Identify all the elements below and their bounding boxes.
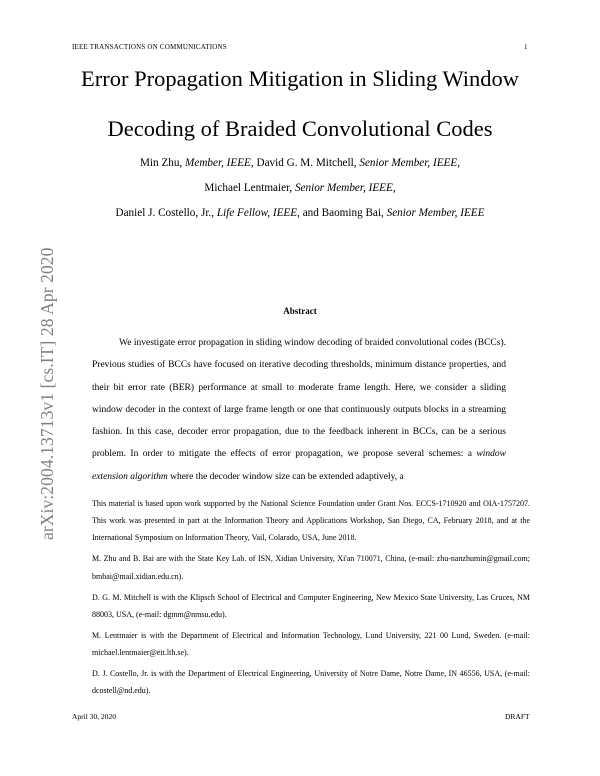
- paper-title-line-2: Decoding of Braided Convolutional Codes: [107, 116, 493, 141]
- footnote-text: D. G. M. Mitchell is with the Klipsch School of Electrical and Computer Engineering, New Mexico State University, Las Cruces, NM 88003, USA, (e-mail: dgmm@nmsu.edu).: [92, 592, 530, 619]
- author-name: Michael Lentmaier,: [204, 182, 295, 194]
- footnote-affiliation: [92, 627, 530, 661]
- author-name: Daniel J. Costello, Jr.,: [115, 207, 217, 219]
- paper-title-line-1: Error Propagation Mitigation in Sliding Window: [80, 66, 520, 91]
- footnotes: [92, 495, 530, 703]
- footnote-text: D. J. Costello, Jr. is with the Department of Electrical Engineering, University of Notre Dame, Notre Dame, IN 46556, USA, (e-mail: dcostell@nd.edu).: [92, 669, 530, 696]
- author-name: , David G. M. Mitchell,: [250, 157, 360, 169]
- punctuation: ,: [392, 182, 396, 194]
- author-line-2: [60, 182, 540, 194]
- author-title: Life Fellow, IEEE: [216, 207, 298, 219]
- footnote-affiliation: [92, 550, 530, 584]
- author-line-1: [60, 157, 540, 169]
- footnote-affiliation: [92, 589, 530, 623]
- abstract-text: where the decoder window size can be extended adaptively, a: [167, 471, 404, 482]
- abstract-emphasis: window extension algorithm: [92, 449, 506, 482]
- author-name: , and Baoming Bai,: [297, 207, 387, 219]
- footnote-affiliation: [92, 665, 530, 699]
- abstract-heading: Abstract: [283, 306, 317, 316]
- author-title: Senior Member, IEEE: [386, 207, 485, 219]
- footnote-funding: [92, 495, 530, 547]
- author-name: Min Zhu,: [139, 157, 186, 169]
- running-header: IEEE TRANSACTIONS ON COMMUNICATIONS: [72, 43, 227, 51]
- author-line-3: [60, 207, 540, 219]
- page-number: 1: [524, 43, 528, 51]
- footnote-text: M. Lentmaier is with the Department of Electrical and Information Technology, Lund University, 221 00 Lund, Sweden. (e-mail: michael.lentmaier@eit.lth.se).: [92, 630, 530, 658]
- footer-status: DRAFT: [505, 712, 530, 721]
- arxiv-stamp: arXiv:2004.13713v1 [cs.IT] 28 Apr 2020: [37, 247, 57, 540]
- author-title: Senior Member, IEEE: [359, 157, 458, 169]
- footnote-text: This material is based upon work supported by the National Science Foundation under Grant Nos. ECCS-1710920 and OIA-1757207. This work was presented in part at the Information Theory and Applications Workshop, San Diego, CA, February 2018, and at the International Symposium on Information Theory, Vail, Colarado, USA, June 2018.: [92, 499, 530, 543]
- abstract-text: We investigate error propagation in sliding window decoding of braided convolutional codes (BCCs). Previous studies of BCCs have focused on iterative decoding thresholds, minimum distance properties, and their bit error rate (BER) performance at small to moderate frame length. Here, we consider a sliding window decoder in the context of large frame length or one that continuously outputs blocks in a streaming fashion. In this case, decoder error propagation, due to the feedback inherent in BCCs, can be a serious problem. In order to mitigate the effects of error propagation, we propose several schemes: a: [92, 338, 506, 460]
- footnote-text: M. Zhu and B. Bai are with the State Key Lab. of ISN, Xidian University, Xi'an 710071, China, (e-mail: zhu-nanzhumin@gmail.com; bmbai@mail.xidian.edu.cn).: [92, 554, 530, 581]
- footer-date: April 30, 2020: [72, 712, 116, 721]
- author-title: Member, IEEE: [185, 157, 251, 169]
- punctuation: ,: [457, 157, 461, 169]
- author-title: Senior Member, IEEE: [294, 182, 393, 194]
- abstract-body: [92, 332, 506, 488]
